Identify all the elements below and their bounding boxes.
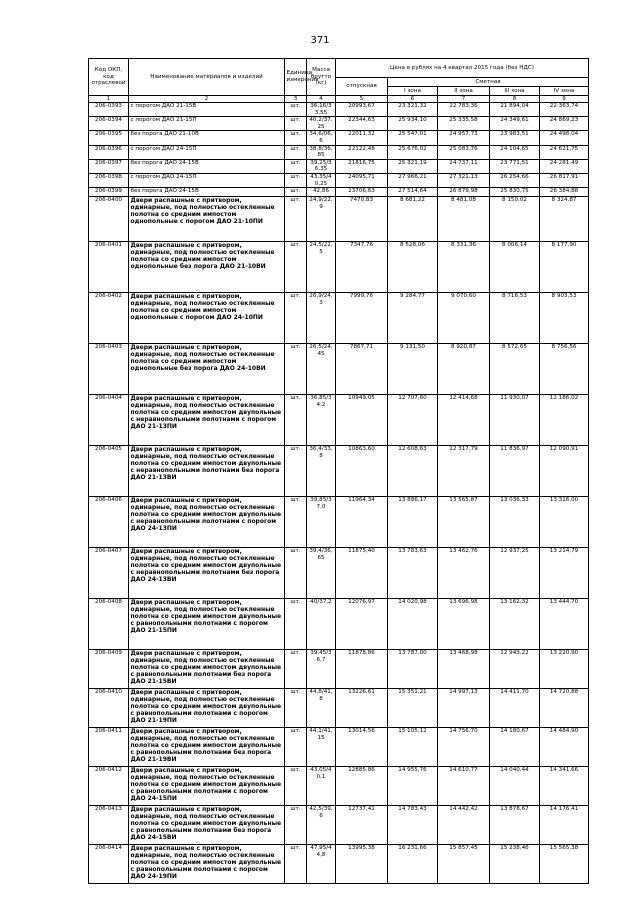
row-zone-3-price: 24 349,61 bbox=[490, 117, 540, 131]
row-mass: 26,9/24,3 bbox=[307, 293, 336, 344]
row-release-price: 7867,71 bbox=[336, 344, 388, 395]
column-number: 7 bbox=[438, 96, 490, 103]
row-code: 206-0405 bbox=[89, 446, 129, 497]
row-release-price: 7470,83 bbox=[336, 197, 388, 242]
row-release-price: 13995,38 bbox=[336, 845, 388, 884]
row-unit: шт. bbox=[285, 159, 307, 173]
row-code: 206-0399 bbox=[89, 188, 129, 197]
row-zone-4-price: 8 903,53 bbox=[540, 293, 589, 344]
table-body bbox=[89, 103, 589, 884]
row-zone-3-price: 15 238,46 bbox=[490, 845, 540, 884]
row-zone-2-price: 27 321,13 bbox=[438, 173, 490, 187]
row-code: 206-0398 bbox=[89, 173, 129, 187]
price-table bbox=[88, 58, 589, 884]
row-release-price: 21816,75 bbox=[336, 159, 388, 173]
row-release-price: 11878,86 bbox=[336, 650, 388, 689]
row-zone-4-price: 8 756,56 bbox=[540, 344, 589, 395]
row-code: 206-0397 bbox=[89, 159, 129, 173]
row-zone-3-price: 23 771,51 bbox=[490, 159, 540, 173]
table-row bbox=[89, 293, 589, 344]
row-unit: шт. bbox=[285, 103, 307, 117]
row-unit: шт. bbox=[285, 845, 307, 884]
column-number: 3 bbox=[285, 96, 307, 103]
row-zone-3-price: 14 411,70 bbox=[490, 689, 540, 728]
row-unit: шт. bbox=[285, 344, 307, 395]
row-unit: шт. bbox=[285, 293, 307, 344]
row-unit: шт. bbox=[285, 548, 307, 599]
header-release: отпускная bbox=[336, 78, 388, 96]
row-zone-1-price: 25 676,02 bbox=[388, 145, 438, 159]
row-mass: 34,6/06,6 bbox=[307, 131, 336, 145]
column-number: 9 bbox=[540, 96, 589, 103]
row-code: 206-0395 bbox=[89, 131, 129, 145]
page-number: 371 bbox=[310, 35, 330, 46]
row-zone-3-price: 25 830,75 bbox=[490, 188, 540, 197]
row-code: 206-0406 bbox=[89, 497, 129, 548]
row-name: без порога ДАО 24-15В bbox=[129, 159, 285, 173]
row-zone-3-price: 14 040,44 bbox=[490, 767, 540, 806]
row-code: 206-0403 bbox=[89, 344, 129, 395]
row-zone-2-price: 24 957,73 bbox=[438, 131, 490, 145]
row-zone-4-price: 15 565,38 bbox=[540, 845, 589, 884]
row-zone-1-price: 25 934,10 bbox=[388, 117, 438, 131]
row-zone-4-price: 12 186,02 bbox=[540, 395, 589, 446]
row-release-price: 23706,63 bbox=[336, 188, 388, 197]
table-row bbox=[89, 689, 589, 728]
row-zone-2-price: 14 442,42 bbox=[438, 806, 490, 845]
row-zone-1-price: 9 284,77 bbox=[388, 293, 438, 344]
row-release-price: 7347,76 bbox=[336, 242, 388, 293]
row-unit: шт. bbox=[285, 599, 307, 650]
row-zone-2-price: 14 997,13 bbox=[438, 689, 490, 728]
header-code: Код ОКП, код отраслевой bbox=[89, 59, 129, 96]
header-mass: Масса брутто (кг) bbox=[307, 59, 336, 96]
row-unit: шт. bbox=[285, 689, 307, 728]
row-mass: 39,85/37,0 bbox=[307, 497, 336, 548]
row-zone-1-price: 12 608,63 bbox=[388, 446, 438, 497]
row-unit: шт. bbox=[285, 395, 307, 446]
row-name: с порогом ДАО 21-15П bbox=[129, 117, 285, 131]
row-unit: шт. bbox=[285, 806, 307, 845]
row-zone-3-price: 8 006,14 bbox=[490, 242, 540, 293]
row-zone-1-price: 25 321,19 bbox=[388, 159, 438, 173]
row-zone-4-price: 26 384,88 bbox=[540, 188, 589, 197]
table-row bbox=[89, 344, 589, 395]
row-zone-2-price: 26 879,98 bbox=[438, 188, 490, 197]
row-zone-1-price: 15 351,21 bbox=[388, 689, 438, 728]
row-name: с порогом ДАО 24-15П bbox=[129, 145, 285, 159]
row-mass: 40,2/37,25 bbox=[307, 117, 336, 131]
row-zone-2-price: 13 468,98 bbox=[438, 650, 490, 689]
row-unit: шт. bbox=[285, 145, 307, 159]
row-code: 206-0400 bbox=[89, 197, 129, 242]
row-zone-2-price: 14 756,70 bbox=[438, 728, 490, 767]
row-zone-3-price: 26 254,66 bbox=[490, 173, 540, 187]
row-code: 206-0393 bbox=[89, 103, 129, 117]
row-release-price: 12885,86 bbox=[336, 767, 388, 806]
row-zone-4-price: 8 324,87 bbox=[540, 197, 589, 242]
row-unit: шт. bbox=[285, 650, 307, 689]
row-name: без порога ДАО 21-10В bbox=[129, 131, 285, 145]
row-release-price: 13226,61 bbox=[336, 689, 388, 728]
row-zone-4-price: 14 484,90 bbox=[540, 728, 589, 767]
row-zone-2-price: 15 857,45 bbox=[438, 845, 490, 884]
row-zone-3-price: 8 572,65 bbox=[490, 344, 540, 395]
row-code: 206-0396 bbox=[89, 145, 129, 159]
row-zone-1-price: 12 707,60 bbox=[388, 395, 438, 446]
row-name: Двери распашные с притвором, одинарные, под полностью остекленные полотна со средним импостом двупольные с равнопольными полотнами без порога ДАО 21-19ВИ bbox=[129, 728, 285, 767]
row-zone-2-price: 12 414,68 bbox=[438, 395, 490, 446]
row-zone-2-price: 25 335,58 bbox=[438, 117, 490, 131]
row-mass: 47,95/44,8 bbox=[307, 845, 336, 884]
table-row bbox=[89, 242, 589, 293]
row-unit: шт. bbox=[285, 197, 307, 242]
column-number: 5 bbox=[336, 96, 388, 103]
table-row bbox=[89, 767, 589, 806]
table-row bbox=[89, 650, 589, 689]
row-zone-3-price: 21 894,04 bbox=[490, 103, 540, 117]
row-code: 206-0401 bbox=[89, 242, 129, 293]
row-name: Двери распашные с притвором, одинарные, под полностью остекленные полотна со средним импостом двупольные с равнопольными полотнами с порогом ДАО 21-19ПИ bbox=[129, 689, 285, 728]
row-release-price: 10949,05 bbox=[336, 395, 388, 446]
row-unit: шт. bbox=[285, 767, 307, 806]
row-unit: шт. bbox=[285, 117, 307, 131]
row-zone-2-price: 25 083,76 bbox=[438, 145, 490, 159]
table-row bbox=[89, 395, 589, 446]
row-name: Двери распашные с притвором, одинарные, под полностью остекленные полотна со средним импостом двупольные с равнопольными полотнами без порога ДАО 21-15ВИ bbox=[129, 650, 285, 689]
row-mass: 44,1/41,15 bbox=[307, 728, 336, 767]
row-unit: шт. bbox=[285, 728, 307, 767]
table-row bbox=[89, 173, 589, 187]
row-zone-4-price: 24 869,23 bbox=[540, 117, 589, 131]
row-zone-4-price: 14 341,66 bbox=[540, 767, 589, 806]
table-row bbox=[89, 117, 589, 131]
table-row bbox=[89, 806, 589, 845]
row-name: Двери распашные с притвором, одинарные, под полностью остекленные полотна со средним импостом двупольные с равнопольными полотнами с порогом ДАО 21-15ПИ bbox=[129, 599, 285, 650]
column-number: 8 bbox=[490, 96, 540, 103]
row-zone-1-price: 23 321,32 bbox=[388, 103, 438, 117]
table-row bbox=[89, 548, 589, 599]
row-code: 206-0408 bbox=[89, 599, 129, 650]
row-zone-1-price: 27 966,21 bbox=[388, 173, 438, 187]
row-zone-3-price: 11 836,97 bbox=[490, 446, 540, 497]
table-row bbox=[89, 599, 589, 650]
row-mass: 36,85/34,2 bbox=[307, 395, 336, 446]
row-zone-4-price: 12 090,91 bbox=[540, 446, 589, 497]
row-release-price: 12076,97 bbox=[336, 599, 388, 650]
row-name: Двери распашные с притвором, одинарные, под полностью остекленные полотна со средним импостом однопольные без порога ДАО 21-10ВИ bbox=[129, 242, 285, 293]
row-mass: 36,16/33,55 bbox=[307, 103, 336, 117]
row-name: Двери распашные с притвором, одинарные, под полностью остекленные полотна со средним импостом двупольные с равнопольными полотнами без порога ДАО 24-15ВИ bbox=[129, 806, 285, 845]
row-zone-3-price: 12 943,22 bbox=[490, 650, 540, 689]
table-row bbox=[89, 497, 589, 548]
row-zone-2-price: 13 565,87 bbox=[438, 497, 490, 548]
row-code: 206-0414 bbox=[89, 845, 129, 884]
row-zone-1-price: 14 020,98 bbox=[388, 599, 438, 650]
row-code: 206-0394 bbox=[89, 117, 129, 131]
row-mass: 38,8/36,85 bbox=[307, 145, 336, 159]
row-unit: шт. bbox=[285, 242, 307, 293]
row-zone-4-price: 22 363,74 bbox=[540, 103, 589, 117]
header-estimate: Сметная bbox=[388, 78, 589, 87]
column-number: 4 bbox=[307, 96, 336, 103]
row-name: Двери распашные с притвором, одинарные, под полностью остекленные полотна со средним импостом двупольные с неравнопольными полотнами с порогом ДАО 21-13ПИ bbox=[129, 395, 285, 446]
row-mass: 44,8/41,8 bbox=[307, 689, 336, 728]
row-zone-3-price: 13 878,67 bbox=[490, 806, 540, 845]
row-zone-4-price: 24 281,49 bbox=[540, 159, 589, 173]
table-row bbox=[89, 188, 589, 197]
table-row bbox=[89, 145, 589, 159]
row-release-price: 7999,76 bbox=[336, 293, 388, 344]
row-release-price: 12737,41 bbox=[336, 806, 388, 845]
row-zone-1-price: 16 231,66 bbox=[388, 845, 438, 884]
row-zone-3-price: 13 162,32 bbox=[490, 599, 540, 650]
column-number-row bbox=[89, 96, 589, 103]
row-name: с порогом ДАО 24-15П bbox=[129, 173, 285, 187]
row-code: 206-0402 bbox=[89, 293, 129, 344]
row-zone-2-price: 8 331,36 bbox=[438, 242, 490, 293]
row-mass: 43,35/40,25 bbox=[307, 173, 336, 187]
row-zone-4-price: 14 176,41 bbox=[540, 806, 589, 845]
header-zone-4: IV зона bbox=[540, 87, 589, 96]
row-name: без порога ДАО 24-15В bbox=[129, 188, 285, 197]
row-zone-4-price: 8 177,90 bbox=[540, 242, 589, 293]
row-zone-4-price: 14 720,88 bbox=[540, 689, 589, 728]
row-name: с порогом ДАО 21-15В bbox=[129, 103, 285, 117]
row-zone-2-price: 12 317,79 bbox=[438, 446, 490, 497]
row-code: 206-0411 bbox=[89, 728, 129, 767]
row-mass: 39,4/36,65 bbox=[307, 548, 336, 599]
row-zone-3-price: 12 937,25 bbox=[490, 548, 540, 599]
row-name: Двери распашные с притвором, одинарные, под полностью остекленные полотна со средним импостом однопольные с порогом ДАО 21-10ПИ bbox=[129, 197, 285, 242]
row-zone-1-price: 13 783,63 bbox=[388, 548, 438, 599]
row-zone-3-price: 11 930,07 bbox=[490, 395, 540, 446]
row-zone-1-price: 8 681,22 bbox=[388, 197, 438, 242]
row-zone-2-price: 14 610,77 bbox=[438, 767, 490, 806]
row-zone-2-price: 13 462,76 bbox=[438, 548, 490, 599]
row-mass: 39,45/36,7 bbox=[307, 650, 336, 689]
row-name: Двери распашные с притвором, одинарные, под полностью остекленные полотна со средним импостом однопольные с порогом ДАО 24-10ПИ bbox=[129, 293, 285, 344]
row-code: 206-0409 bbox=[89, 650, 129, 689]
row-release-price: 20993,67 bbox=[336, 103, 388, 117]
row-code: 206-0412 bbox=[89, 767, 129, 806]
row-zone-2-price: 8 920,87 bbox=[438, 344, 490, 395]
row-zone-4-price: 13 214,79 bbox=[540, 548, 589, 599]
table-row bbox=[89, 131, 589, 145]
row-zone-1-price: 14 783,43 bbox=[388, 806, 438, 845]
column-number: 1 bbox=[89, 96, 129, 103]
row-name: Двери распашные с притвором, одинарные, под полностью остекленные полотна со средним импостом однопольные без порога ДАО 24-10ВИ bbox=[129, 344, 285, 395]
row-zone-1-price: 25 547,01 bbox=[388, 131, 438, 145]
row-release-price: 11964,34 bbox=[336, 497, 388, 548]
row-code: 206-0413 bbox=[89, 806, 129, 845]
row-zone-2-price: 13 696,98 bbox=[438, 599, 490, 650]
row-release-price: 22344,63 bbox=[336, 117, 388, 131]
row-release-price: 11875,40 bbox=[336, 548, 388, 599]
row-unit: шт. bbox=[285, 131, 307, 145]
table-row bbox=[89, 728, 589, 767]
table-row bbox=[89, 197, 589, 242]
row-mass: 40/37,2 bbox=[307, 599, 336, 650]
row-zone-4-price: 13 444,70 bbox=[540, 599, 589, 650]
row-zone-1-price: 15 105,12 bbox=[388, 728, 438, 767]
row-zone-4-price: 26 817,91 bbox=[540, 173, 589, 187]
row-zone-2-price: 22 783,36 bbox=[438, 103, 490, 117]
row-release-price: 13014,56 bbox=[336, 728, 388, 767]
row-code: 206-0410 bbox=[89, 689, 129, 728]
row-mass: 24,5/22,5 bbox=[307, 242, 336, 293]
row-name: Двери распашные с притвором, одинарные, под полностью остекленные полотна со средним импостом двупольные с равнопольными полотнами с порогом ДАО 24-15ПИ bbox=[129, 767, 285, 806]
row-zone-3-price: 23 983,51 bbox=[490, 131, 540, 145]
row-name: Двери распашные с притвором, одинарные, под полностью остекленные полотна со средним импостом двупольные с неравнопольными полотнами без порога ДАО 24-13ВИ bbox=[129, 548, 285, 599]
row-mass: 43,05/40,1 bbox=[307, 767, 336, 806]
table-row bbox=[89, 159, 589, 173]
row-zone-1-price: 14 955,76 bbox=[388, 767, 438, 806]
table-row bbox=[89, 103, 589, 117]
header-unit: Единица измерения bbox=[285, 59, 307, 96]
row-name: Двери распашные с притвором, одинарные, под полностью остекленные полотна со средним импостом двупольные с неравнопольными полотнами с порогом ДАО 24-13ПИ bbox=[129, 497, 285, 548]
header-price-group: Цена в рублях на 4 квартал 2015 года (без НДС) bbox=[336, 59, 589, 78]
row-mass: 42,86 bbox=[307, 188, 336, 197]
row-unit: шт. bbox=[285, 497, 307, 548]
row-mass: 24,9/22,9 bbox=[307, 197, 336, 242]
row-zone-1-price: 27 514,64 bbox=[388, 188, 438, 197]
header-zone-3: III зона bbox=[490, 87, 540, 96]
column-number: 6 bbox=[388, 96, 438, 103]
row-name: Двери распашные с притвором, одинарные, под полностью остекленные полотна со средним импостом двупольные с неравнопольными полотнами без порога ДАО 21-13ВИ bbox=[129, 446, 285, 497]
row-code: 206-0404 bbox=[89, 395, 129, 446]
row-zone-4-price: 13 220,90 bbox=[540, 650, 589, 689]
column-number: 2 bbox=[129, 96, 285, 103]
row-code: 206-0407 bbox=[89, 548, 129, 599]
row-release-price: 24095,71 bbox=[336, 173, 388, 187]
table-row bbox=[89, 446, 589, 497]
row-zone-3-price: 24 104,65 bbox=[490, 145, 540, 159]
row-release-price: 10863,60 bbox=[336, 446, 388, 497]
row-mass: 26,5/24,45 bbox=[307, 344, 336, 395]
row-zone-4-price: 24 621,75 bbox=[540, 145, 589, 159]
row-zone-1-price: 13 787,00 bbox=[388, 650, 438, 689]
row-zone-4-price: 24 498,04 bbox=[540, 131, 589, 145]
row-release-price: 22011,32 bbox=[336, 131, 388, 145]
row-mass: 39,25/36,35 bbox=[307, 159, 336, 173]
header-name: Наименование материалов и изделий bbox=[129, 59, 285, 96]
row-zone-2-price: 9 070,60 bbox=[438, 293, 490, 344]
row-zone-1-price: 9 131,50 bbox=[388, 344, 438, 395]
row-unit: шт. bbox=[285, 188, 307, 197]
row-zone-3-price: 14 180,67 bbox=[490, 728, 540, 767]
row-zone-2-price: 8 481,08 bbox=[438, 197, 490, 242]
row-unit: шт. bbox=[285, 446, 307, 497]
row-mass: 36,4/33,8 bbox=[307, 446, 336, 497]
row-zone-1-price: 8 528,06 bbox=[388, 242, 438, 293]
row-zone-2-price: 24 737,11 bbox=[438, 159, 490, 173]
row-name: Двери распашные с притвором, одинарные, под полностью остекленные полотна со средним импостом двупольные с равнопольными полотнами с порогом ДАО 24-19ПИ bbox=[129, 845, 285, 884]
header-zone-1: I зона bbox=[388, 87, 438, 96]
row-zone-3-price: 8 716,53 bbox=[490, 293, 540, 344]
row-mass: 42,5/39,6 bbox=[307, 806, 336, 845]
header-zone-2: II зона bbox=[438, 87, 490, 96]
table-row bbox=[89, 845, 589, 884]
row-zone-3-price: 13 036,33 bbox=[490, 497, 540, 548]
row-unit: шт. bbox=[285, 173, 307, 187]
row-release-price: 22122,48 bbox=[336, 145, 388, 159]
row-zone-3-price: 8 150,02 bbox=[490, 197, 540, 242]
row-zone-1-price: 13 886,17 bbox=[388, 497, 438, 548]
row-zone-4-price: 13 316,00 bbox=[540, 497, 589, 548]
